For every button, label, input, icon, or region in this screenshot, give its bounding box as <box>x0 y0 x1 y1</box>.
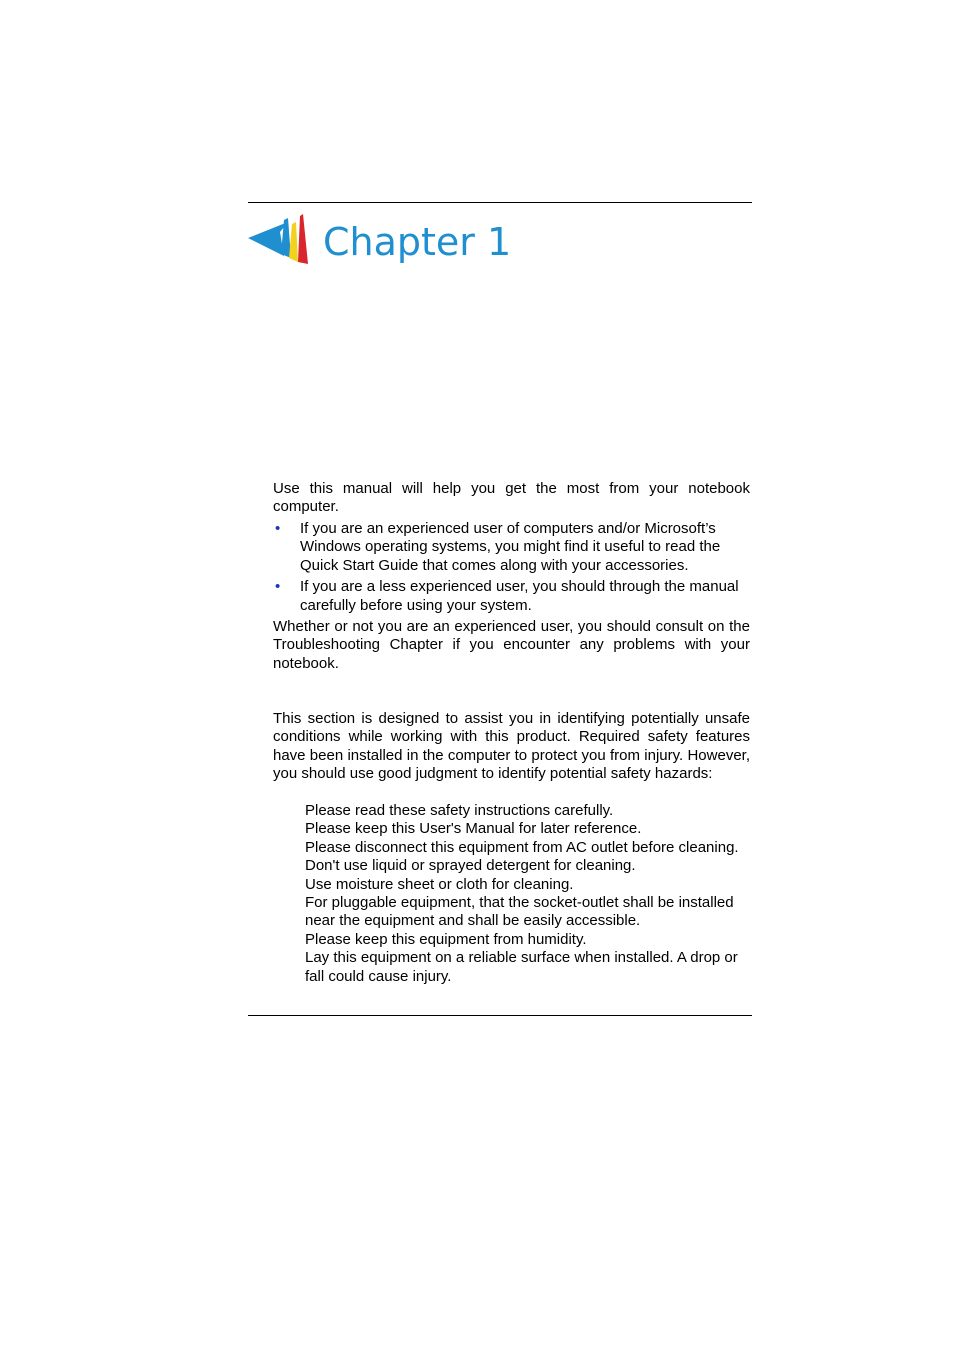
list-item: For pluggable equipment, that the socket-outlet shall be installed near the equipment and shall be easily accessible. <box>305 894 734 930</box>
bullet-dot-icon: • <box>275 578 281 596</box>
list-item: Please keep this User's Manual for later reference. <box>305 820 642 838</box>
bullet-text: If you are an experienced user of computers and/or Microsoft’s Windows operating systems, you might find it useful to read the Quick Start Guide that comes along with your accessories. <box>300 520 721 574</box>
list-item: Please read these safety instructions carefully. <box>305 802 614 819</box>
safety-paragraph: This section is designed to assist you in identifying potentially unsafe conditions while working with this product. Required safety features have been installed in the computer to protect you from injury. However, you should use good judgment to identify potential safety hazards: <box>273 710 750 783</box>
bullet-dot-icon: • <box>275 520 281 537</box>
troubleshooting-paragraph: Whether or not you are an experienced user, you should consult on the Troubleshooting Chapter if you encounter any problems with your notebook. <box>273 618 750 672</box>
bottom-divider <box>248 1015 752 1016</box>
list-item <box>273 520 750 575</box>
safety-instructions-list <box>305 802 745 986</box>
intro-paragraph: Use this manual will help you get the most from your notebook computer. <box>273 480 750 516</box>
intro-bullet-list <box>273 520 750 618</box>
list-item: Please disconnect this equipment from AC outlet before cleaning. Don't use liquid or sprayed detergent for cleaning. <box>305 838 739 875</box>
bullet-text: If you are a less experienced user, you should through the manual carefully before using your system. <box>300 578 739 614</box>
list-item: Lay this equipment on a reliable surface when installed. A drop or fall could cause injury. <box>305 949 738 985</box>
chapter-arrow-logo-icon <box>248 214 310 266</box>
list-item <box>273 578 750 615</box>
list-item: Please keep this equipment from humidity. <box>305 930 587 948</box>
list-item: Use moisture sheet or cloth for cleaning. <box>305 875 574 893</box>
chapter-title: Chapter 1 <box>323 220 512 264</box>
top-divider <box>248 202 752 203</box>
